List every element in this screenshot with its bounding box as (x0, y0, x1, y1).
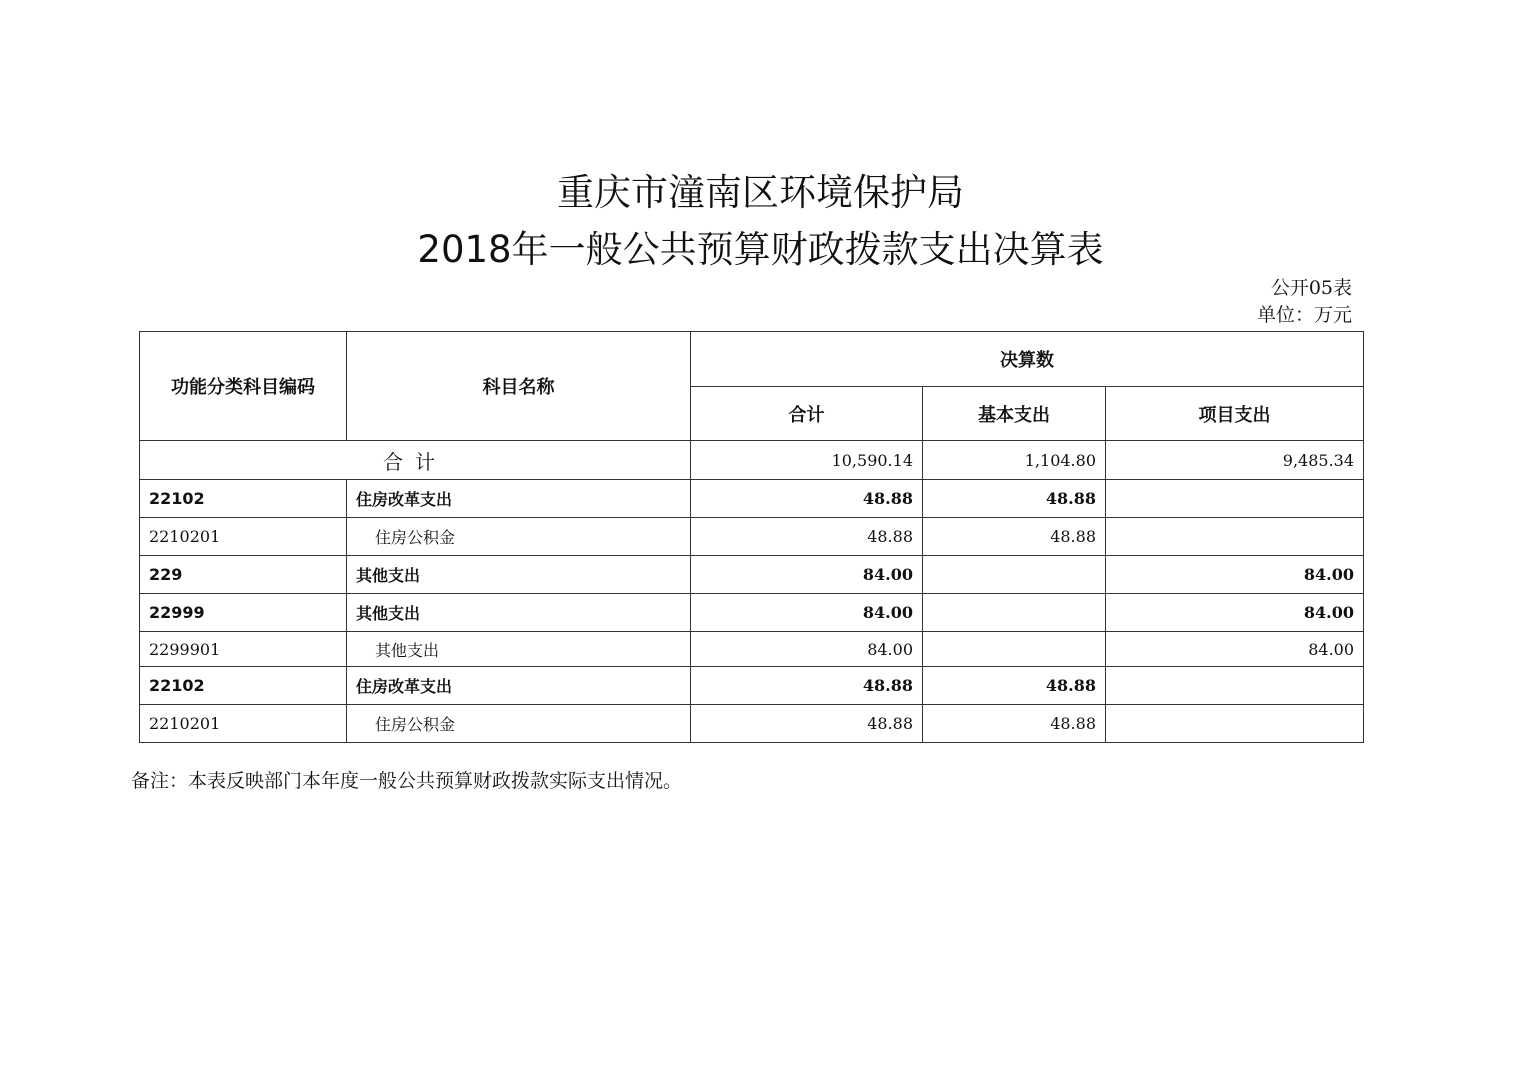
document-title: 重庆市潼南区环境保护局 (557, 171, 964, 214)
total-amount: 10,590.14 (691, 441, 923, 480)
header-project-expenditure: 项目支出 (1106, 387, 1364, 441)
row-total: 84.00 (691, 632, 923, 667)
header-total: 合计 (691, 387, 923, 441)
row-code: 22102 (140, 667, 347, 705)
row-basic: 48.88 (923, 705, 1106, 743)
row-name: 住房公积金 (347, 705, 691, 743)
table-row (140, 556, 1364, 594)
row-code: 2299901 (140, 632, 347, 667)
total-project: 9,485.34 (1106, 441, 1364, 480)
table-row (140, 480, 1364, 518)
row-code: 2210201 (140, 518, 347, 556)
table-row (140, 518, 1364, 556)
table-number: 公开05表 (1270, 277, 1352, 299)
row-name: 其他支出 (347, 632, 691, 667)
total-label: 合计 (140, 441, 691, 480)
header-group-final-accounts: 决算数 (691, 332, 1364, 387)
row-code: 229 (140, 556, 347, 594)
row-total: 48.88 (691, 518, 923, 556)
table-row (140, 632, 1364, 667)
row-total: 84.00 (691, 556, 923, 594)
document-subtitle: 2018年一般公共预算财政拨款支出决算表 (417, 228, 1104, 271)
header-name: 科目名称 (347, 332, 691, 441)
row-total: 48.88 (691, 667, 923, 705)
unit-label: 单位：万元 (1256, 304, 1352, 326)
total-row (140, 441, 1364, 480)
table-row (140, 667, 1364, 705)
row-total: 84.00 (691, 594, 923, 632)
row-basic (923, 632, 1106, 667)
row-basic: 48.88 (923, 667, 1106, 705)
row-name: 住房公积金 (347, 518, 691, 556)
row-basic: 48.88 (923, 518, 1106, 556)
budget-table (139, 331, 1364, 743)
row-total: 48.88 (691, 705, 923, 743)
header-code: 功能分类科目编码 (140, 332, 347, 441)
total-basic: 1,104.80 (923, 441, 1106, 480)
row-code: 2210201 (140, 705, 347, 743)
row-name: 其他支出 (347, 556, 691, 594)
row-basic: 48.88 (923, 480, 1106, 518)
row-project (1106, 518, 1364, 556)
row-project (1106, 705, 1364, 743)
row-name: 其他支出 (347, 594, 691, 632)
table-row (140, 594, 1364, 632)
row-project: 84.00 (1106, 632, 1364, 667)
row-project (1106, 667, 1364, 705)
row-basic (923, 594, 1106, 632)
row-project: 84.00 (1106, 594, 1364, 632)
header-basic-expenditure: 基本支出 (923, 387, 1106, 441)
table-row (140, 705, 1364, 743)
row-total: 48.88 (691, 480, 923, 518)
row-code: 22999 (140, 594, 347, 632)
footnote: 备注：本表反映部门本年度一般公共预算财政拨款实际支出情况。 (131, 770, 683, 792)
row-name: 住房改革支出 (347, 480, 691, 518)
row-code: 22102 (140, 480, 347, 518)
row-basic (923, 556, 1106, 594)
row-project (1106, 480, 1364, 518)
row-project: 84.00 (1106, 556, 1364, 594)
row-name: 住房改革支出 (347, 667, 691, 705)
